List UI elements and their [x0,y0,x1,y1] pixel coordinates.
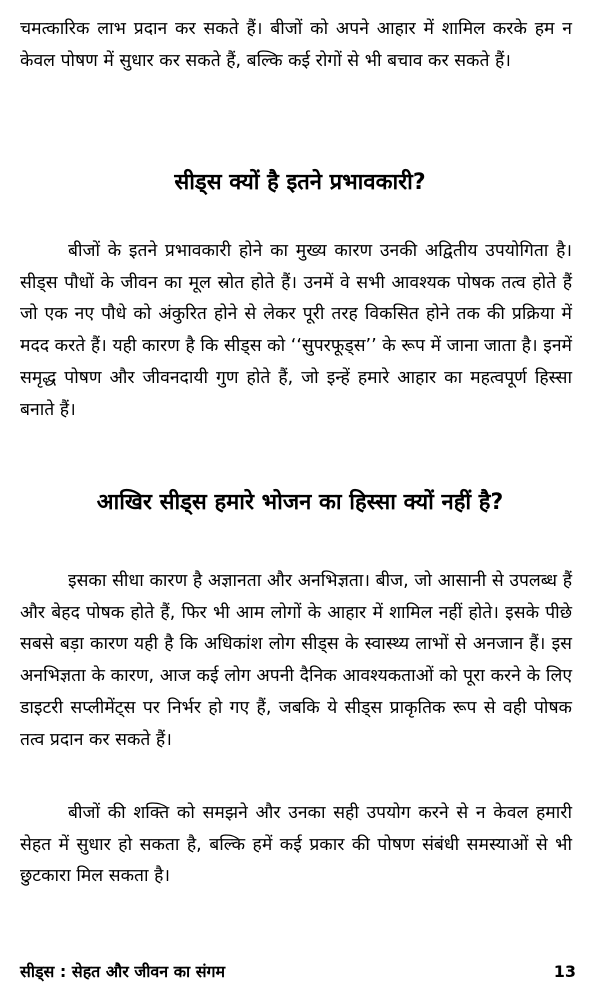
paragraph-ignorance-reason: इसका सीधा कारण है अज्ञानता और अनभिज्ञता। बीज, जो आसानी से उपलब्ध हैं और बेहद पोषक होते हैं, फिर भी आम लोगों के आहार में शामिल नहीं होते। इसके पीछे सबसे बड़ा कारण यही है कि अधिकांश लोग सीड्स के स्वास्थ्य लाभों से अनजान हैं। इस अनभिज्ञता के कारण, आज कई लोग अपनी दैनिक आवश्यकताओं को पूरा करने के लिए डाइटरी सप्लीमेंट्स पर निर्भर हो गए हैं, जबकि ये सीड्स प्राकृतिक रूप से वही पोषक तत्व प्रदान कर सकते हैं। [20,571,572,750]
heading-why-not-in-diet: आखिर सीड्स हमारे भोजन का हिस्सा क्यों नहीं है? [96,490,504,515]
footer-book-title: सीड्स : सेहत और जीवन का संगम [20,962,226,981]
paragraph-seeds-utility: बीजों के इतने प्रभावकारी होने का मुख्य कारण उनकी अद्वितीय उपयोगिता है। सीड्स पौधों के जीवन का मूल स्रोत होते हैं। उनमें वे सभी आवश्यक पोषक तत्व होते हैं जो एक नए पौधे को अंकुरित होने से लेकर पूरी तरह विकसित होने तक की प्रक्रिया में मदद करते हैं। यही कारण है कि सीड्स को ‘‘सुपरफूड्स’’ के रूप में जाना जाता है। इनमें समृद्ध पोषण और जीवनदायी गुण होते हैं, जो इन्हें हमारे आहार का महत्वपूर्ण हिस्सा बनाते हैं। [20,241,572,420]
page-footer [20,958,576,986]
paragraph-intro-continued: चमत्कारिक लाभ प्रदान कर सकते हैं। बीजों को अपने आहार में शामिल करके हम न केवल पोषण में सुधार कर सकते हैं, बल्कि कई रोगों से भी बचाव कर सकते हैं। [20,19,572,71]
page-number: 13 [553,962,576,981]
heading-why-seeds-effective: सीड्स क्यों है इतने प्रभावकारी? [174,170,426,195]
paragraph-seed-power: बीजों की शक्ति को समझने और उनका सही उपयोग करने से न केवल हमारी सेहत में सुधार हो सकता है, बल्कि हमें कई प्रकार की पोषण संबंधी समस्याओं से भी छुटकारा मिल सकता है। [20,803,572,887]
